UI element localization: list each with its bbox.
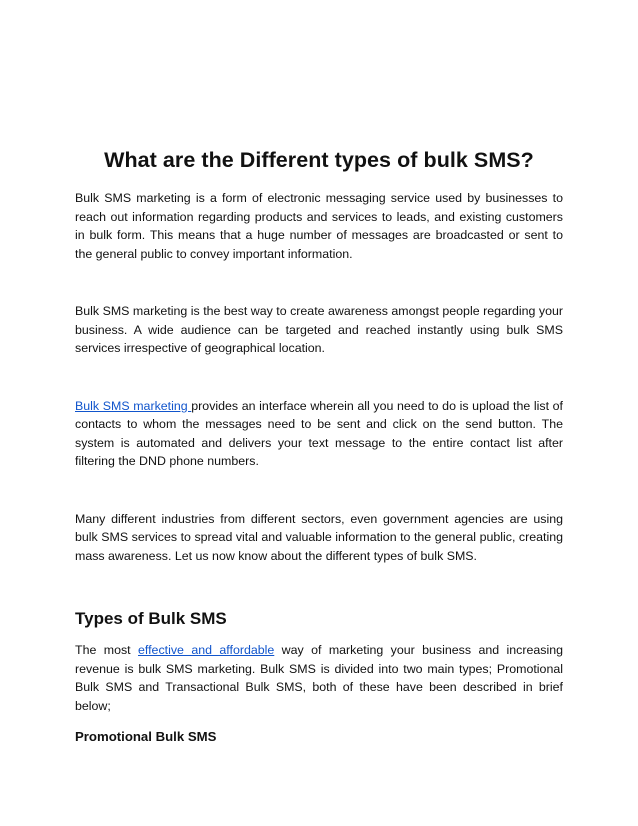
types-intro-after: way of marketing your business and increasing revenue is bulk SMS marketing. Bulk SMS is divided into two main types; Promotional Bulk SMS and Transactional Bulk SMS, both of these have been described in brief below; (75, 643, 563, 713)
effective-and-affordable-link[interactable]: effective and affordable (138, 643, 275, 657)
types-intro-before: The most (75, 643, 138, 657)
document-content (75, 145, 563, 747)
paragraph-spacer (75, 358, 563, 397)
paragraph-spacer (75, 471, 563, 510)
bulk-sms-marketing-link[interactable]: Bulk SMS marketing (75, 398, 192, 413)
paragraph-intro: Bulk SMS marketing is a form of electronic messaging service used by businesses to reach out information regarding products and services to leads, and existing customers in bulk form. This means that a huge number of messages are broadcasted or sent to the general public to convey important information. (75, 191, 563, 261)
section-spacer (75, 565, 563, 607)
paragraph-spacer (75, 263, 563, 302)
paragraph-industries: Many different industries from different sectors, even government agencies are using bulk SMS services to spread vital and valuable information to the general public, creating mass awareness. Let us now know about the different types of bulk SMS. (75, 511, 563, 563)
subsection-heading-promotional: Promotional Bulk SMS (75, 729, 217, 744)
paragraph-types-intro (75, 641, 563, 715)
page-title: What are the Different types of bulk SMS? (104, 148, 534, 172)
paragraph-interface (75, 397, 563, 471)
paragraph-interface-text: provides an interface wherein all you need to do is upload the list of contacts to whom the messages need to be sent and click on the send button. The system is automated and delivers your text message to the entire contact list after filtering the DND phone numbers. (75, 398, 564, 468)
paragraph-awareness: Bulk SMS marketing is the best way to create awareness amongst people regarding your business. A wide audience can be targeted and reached instantly using bulk SMS services irrespective of geographical location. (75, 304, 563, 355)
section-heading-types: Types of Bulk SMS (75, 609, 227, 628)
